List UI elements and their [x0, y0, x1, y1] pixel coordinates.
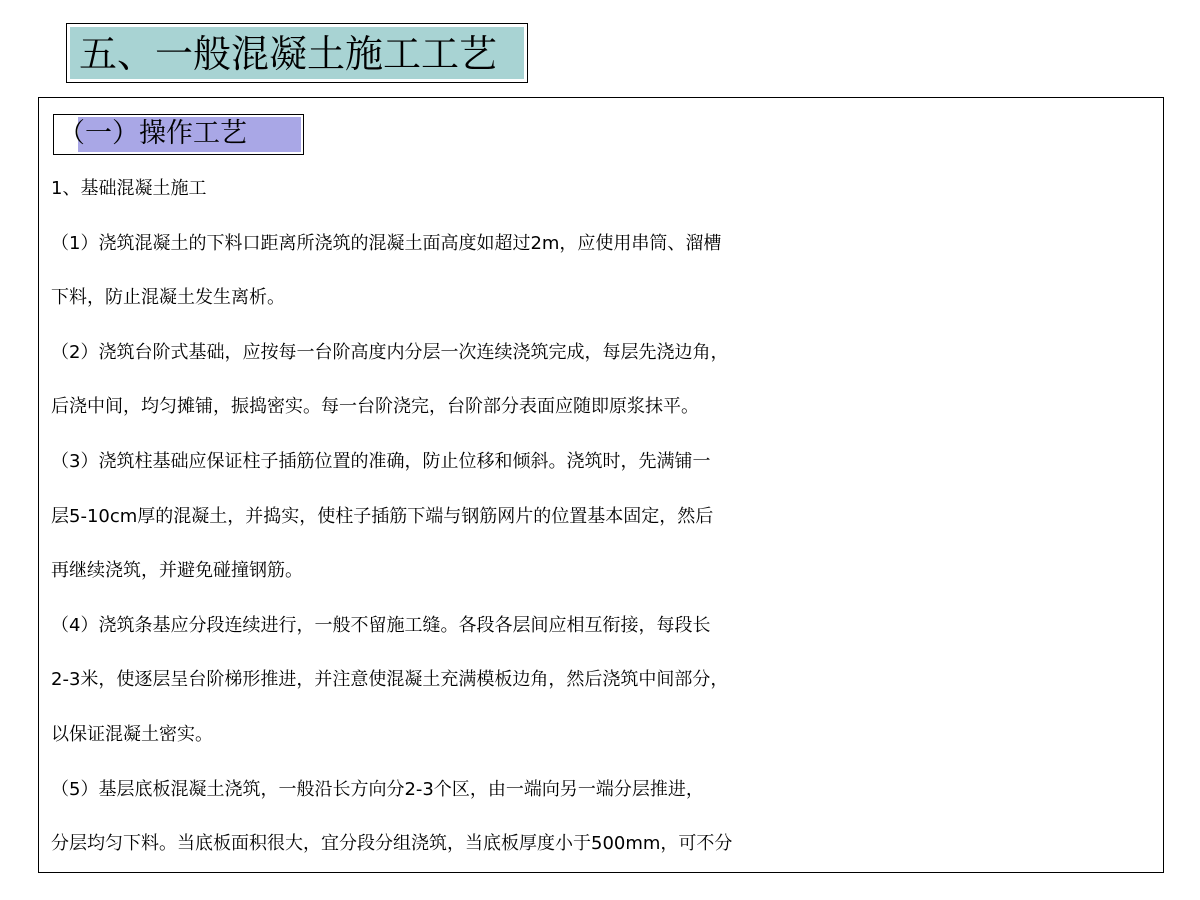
slide-title: 五、一般混凝土施工工艺 — [79, 32, 498, 76]
text-line: 2-3米，使逐层呈台阶梯形推进，并注意使混凝土充满模板边角，然后浇筑中间部分， — [51, 669, 729, 691]
text-line: （4）浇筑条基应分段连续进行，一般不留施工缝。各段各层间应相互衔接，每段长 — [51, 614, 711, 636]
text-line: （1）浇筑混凝土的下料口距离所浇筑的混凝土面高度如超过2m，应使用串筒、溜槽 — [51, 232, 722, 254]
section-heading-box — [53, 114, 304, 155]
text-line: 分层均匀下料。当底板面积很大，宜分段分组浇筑，当底板厚度小于500mm，可不分 — [51, 833, 733, 855]
text-line: 层5-10cm厚的混凝土，并捣实，使柱子插筋下端与钢筋网片的位置基本固定，然后 — [51, 505, 714, 527]
text-line: （2）浇筑台阶式基础，应按每一台阶高度内分层一次连续浇筑完成，每层先浇边角， — [51, 341, 729, 363]
section-heading: （一）操作工艺 — [58, 118, 247, 149]
text-line: 后浇中间，均匀摊铺，振捣密实。每一台阶浇完，台阶部分表面应随即原浆抹平。 — [51, 396, 699, 418]
text-line: （5）基层底板混凝土浇筑，一般沿长方向分2-3个区，由一端向另一端分层推进， — [51, 778, 704, 800]
text-line: 以保证混凝土密实。 — [51, 723, 213, 745]
text-line: 再继续浇筑，并避免碰撞钢筋。 — [51, 560, 303, 582]
body-text — [51, 162, 1156, 872]
slide-title-box — [66, 23, 528, 83]
text-line: （3）浇筑柱基础应保证柱子插筋位置的准确，防止位移和倾斜。浇筑时，先满铺一 — [51, 450, 711, 472]
text-line: 1、基础混凝土施工 — [51, 178, 207, 199]
text-line: 下料，防止混凝土发生离析。 — [51, 287, 285, 309]
content-frame — [38, 97, 1164, 873]
